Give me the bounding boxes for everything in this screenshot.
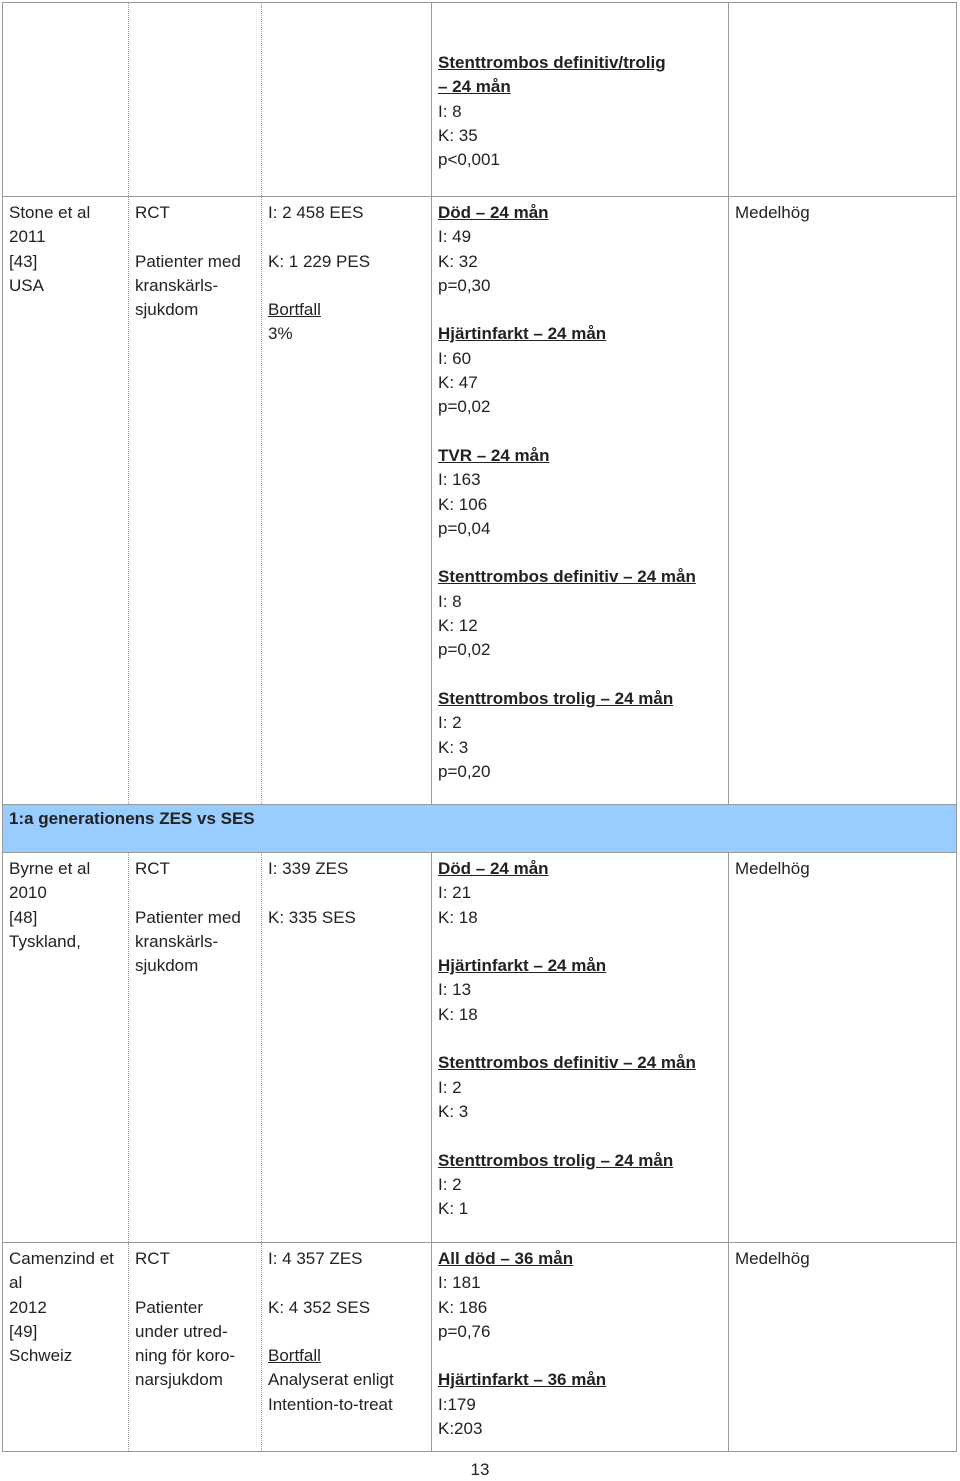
study-author: al <box>9 1273 23 1293</box>
outcome-value: I: 181 <box>438 1273 481 1293</box>
study-author: Byrne et al <box>9 859 91 878</box>
study-country: Tyskland, <box>9 931 81 951</box>
outcome-cell <box>432 3 729 197</box>
study-cell <box>3 3 129 197</box>
study-ref: [49] <box>9 1321 38 1341</box>
outcome-title: Hjärtinfarkt – 36 mån <box>438 1370 607 1390</box>
loss-value: Analyserat enligt <box>268 1370 394 1390</box>
study-year: 2011 <box>9 227 46 247</box>
outcome-cell <box>432 1243 729 1452</box>
quality-cell <box>729 197 957 805</box>
population-cell <box>262 853 432 1243</box>
population-i: I: 339 ZES <box>268 859 349 878</box>
outcome-cell <box>432 853 729 1243</box>
outcome-value: p<0,001 <box>438 150 500 170</box>
outcome-value: K: 47 <box>438 373 478 393</box>
page-number: 13 <box>470 1460 490 1479</box>
section-header-row <box>3 805 957 853</box>
design-text: Patienter <box>135 1297 204 1317</box>
outcome-value: p=0,76 <box>438 1321 491 1341</box>
design-text: kranskärls- <box>135 275 219 295</box>
section-header: 1:a generationens ZES vs SES <box>3 805 957 853</box>
outcome-value: K: 18 <box>438 907 478 927</box>
population-cell <box>262 197 432 805</box>
outcome-title: Stenttrombos definitiv – 24 mån <box>438 567 696 587</box>
outcome-value: K: 3 <box>438 737 469 757</box>
loss-value: Intention-to-treat <box>268 1394 393 1414</box>
design-type: RCT <box>135 203 170 222</box>
loss-label: Bortfall <box>268 1346 321 1366</box>
outcome-value: p=0,02 <box>438 640 491 660</box>
outcome-value: I: 60 <box>438 348 472 368</box>
outcome-title: Stenttrombos trolig – 24 mån <box>438 688 674 708</box>
outcome-value: K: 3 <box>438 1101 469 1121</box>
design-cell <box>129 1243 262 1452</box>
design-text: sjukdom <box>135 956 199 976</box>
outcome-value: I: 8 <box>438 101 462 121</box>
population-k: K: 335 SES <box>268 907 356 927</box>
outcome-title: Stenttrombos definitiv/trolig <box>438 53 666 72</box>
outcome-value: K: 106 <box>438 494 488 514</box>
study-country: USA <box>9 275 44 295</box>
design-text: Patienter med <box>135 907 241 927</box>
outcome-value: I: 13 <box>438 980 472 1000</box>
outcome-title: TVR – 24 mån <box>438 445 550 465</box>
quality-rating: Medelhög <box>735 859 810 878</box>
quality-cell <box>729 853 957 1243</box>
outcome-title: – 24 mån <box>438 77 511 97</box>
outcome-value: p=0,30 <box>438 275 491 295</box>
population-cell <box>262 3 432 197</box>
design-cell <box>129 3 262 197</box>
outcome-value: p=0,04 <box>438 518 491 538</box>
study-cell <box>3 853 129 1243</box>
study-year: 2012 <box>9 1297 47 1317</box>
table-row <box>3 3 957 197</box>
design-text: sjukdom <box>135 300 199 320</box>
design-text: narsjukdom <box>135 1370 223 1390</box>
table-row <box>3 1243 957 1452</box>
outcome-title: Stenttrombos trolig – 24 mån <box>438 1150 674 1170</box>
outcome-value: I: 2 <box>438 713 462 733</box>
design-type: RCT <box>135 859 170 878</box>
outcome-title: Stenttrombos definitiv – 24 mån <box>438 1053 696 1073</box>
loss-label: Bortfall <box>268 300 321 320</box>
study-cell <box>3 1243 129 1452</box>
population-i: I: 2 458 EES <box>268 203 364 222</box>
outcome-value: K: 12 <box>438 616 478 636</box>
outcome-title: Död – 24 mån <box>438 859 549 878</box>
design-text: ning för koro- <box>135 1346 236 1366</box>
quality-rating: Medelhög <box>735 1249 810 1268</box>
outcome-title: Hjärtinfarkt – 24 mån <box>438 956 607 976</box>
population-i: I: 4 357 ZES <box>268 1249 363 1268</box>
quality-cell <box>729 3 957 197</box>
outcome-cell <box>432 197 729 805</box>
evidence-table <box>2 2 957 1452</box>
design-type: RCT <box>135 1249 170 1268</box>
outcome-value: I:179 <box>438 1394 476 1414</box>
outcome-title: Hjärtinfarkt – 24 mån <box>438 324 607 344</box>
design-text: under utred- <box>135 1321 228 1341</box>
design-text: kranskärls- <box>135 931 219 951</box>
study-country: Schweiz <box>9 1346 73 1366</box>
study-author: Stone et al <box>9 203 91 222</box>
study-author: Camenzind et <box>9 1249 114 1268</box>
population-k: K: 1 229 PES <box>268 251 371 271</box>
outcome-value: I: 21 <box>438 883 472 903</box>
outcome-value: I: 2 <box>438 1174 462 1194</box>
design-cell <box>129 197 262 805</box>
table-row <box>3 853 957 1243</box>
design-text: Patienter med <box>135 251 241 271</box>
outcome-value: K: 35 <box>438 125 478 145</box>
outcome-value: I: 8 <box>438 591 462 611</box>
outcome-value: K: 32 <box>438 251 478 271</box>
outcome-value: p=0,02 <box>438 397 491 417</box>
study-cell <box>3 197 129 805</box>
study-ref: [43] <box>9 251 38 271</box>
study-ref: [48] <box>9 907 38 927</box>
design-cell <box>129 853 262 1243</box>
outcome-value: K:203 <box>438 1419 483 1439</box>
quality-cell <box>729 1243 957 1452</box>
population-k: K: 4 352 SES <box>268 1297 371 1317</box>
outcome-value: I: 163 <box>438 470 481 490</box>
study-year: 2010 <box>9 883 47 903</box>
outcome-title: All död – 36 mån <box>438 1249 574 1268</box>
outcome-value: I: 2 <box>438 1077 462 1097</box>
outcome-value: K: 18 <box>438 1004 478 1024</box>
outcome-title: Död – 24 mån <box>438 203 549 222</box>
quality-rating: Medelhög <box>735 203 810 222</box>
loss-value: 3% <box>268 324 293 344</box>
outcome-value: I: 49 <box>438 227 472 247</box>
outcome-value: K: 186 <box>438 1297 488 1317</box>
outcome-value: K: 1 <box>438 1199 469 1219</box>
table-row <box>3 197 957 805</box>
population-cell <box>262 1243 432 1452</box>
outcome-value: p=0,20 <box>438 761 491 781</box>
